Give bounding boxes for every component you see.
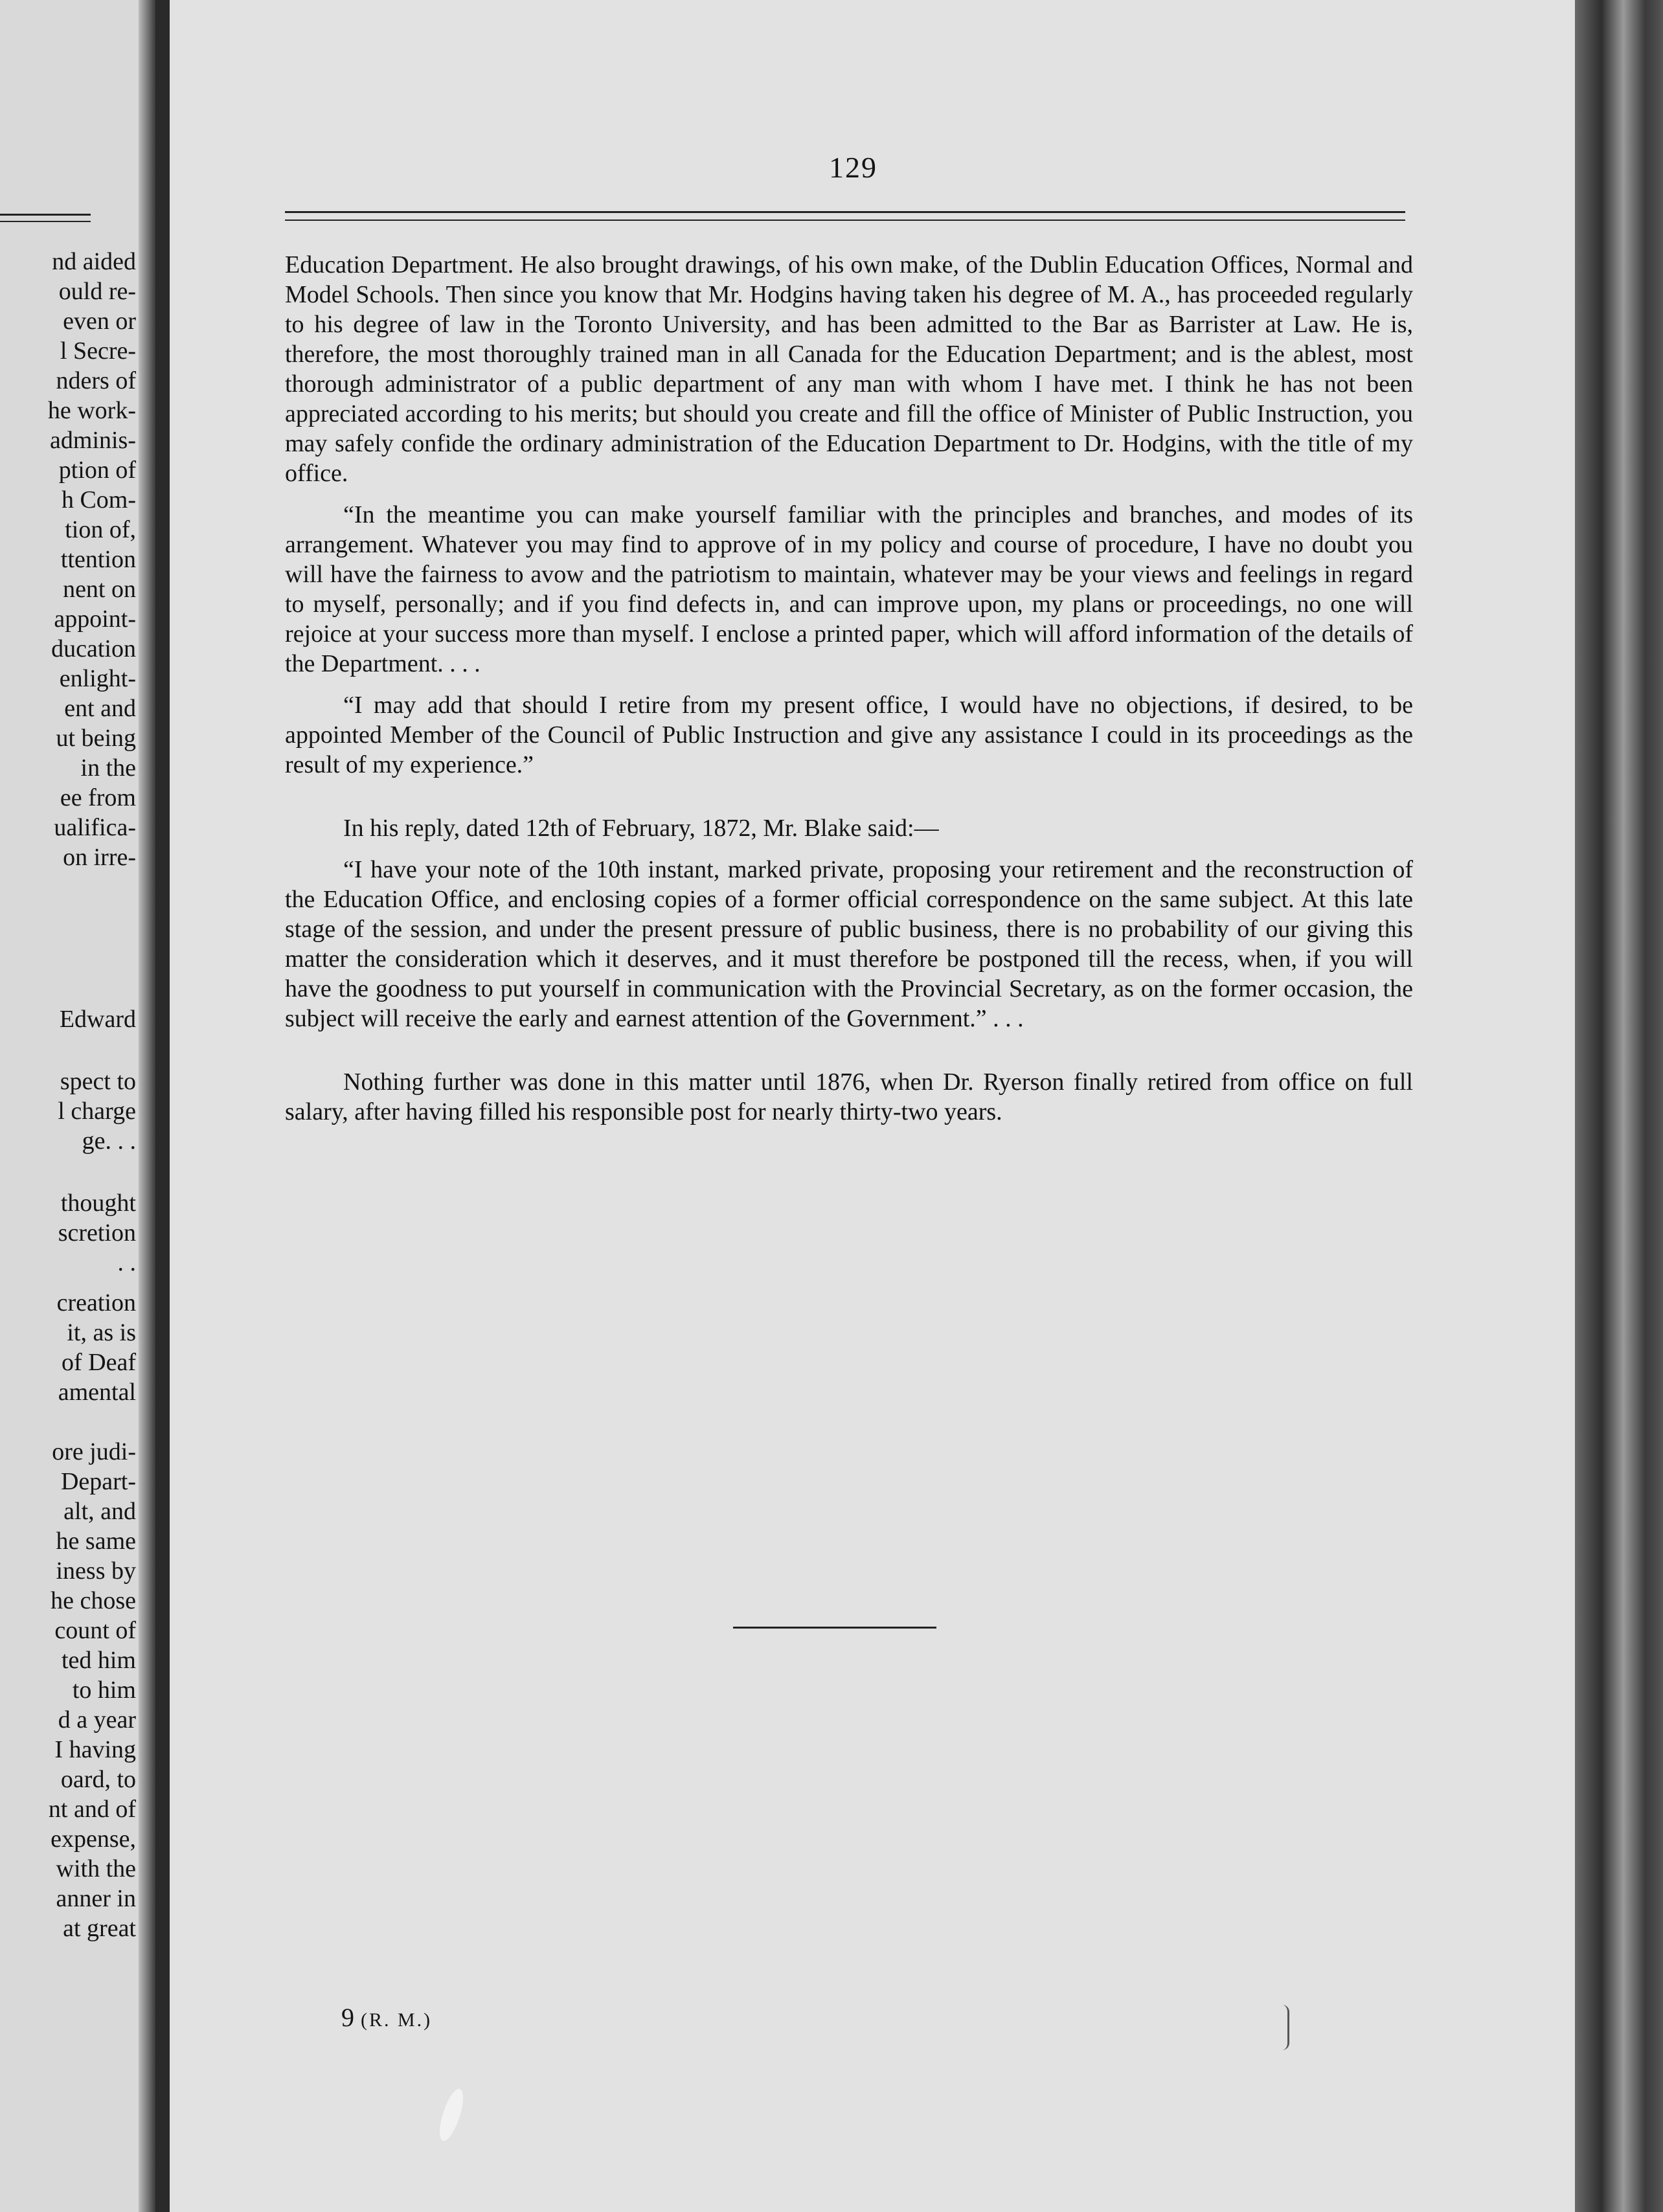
paragraph-reply-intro: In his reply, dated 12th of February, 1872, Mr. Blake said:— <box>343 815 939 842</box>
facing-page-line: with the <box>56 1855 136 1882</box>
body-text <box>285 250 1413 1138</box>
signature-number: 9 <box>341 2003 354 2032</box>
facing-page-line: ted him <box>61 1647 136 1674</box>
facing-page-line: tion of, <box>65 516 136 543</box>
facing-page-line: Edward <box>59 1006 136 1033</box>
facing-page-line: ption of <box>58 457 136 484</box>
facing-page-line: iness by <box>56 1557 136 1585</box>
facing-page-line: in the <box>80 754 136 782</box>
page-number: 129 <box>829 151 877 184</box>
facing-page-line: l charge <box>58 1098 136 1125</box>
facing-page-line: ould re- <box>58 278 136 305</box>
facing-page-line: I having <box>54 1736 136 1763</box>
paragraph-blake-reply: “I have your note of the 10th instant, marked private, proposing your retirement and the reconstruction of the Education Office, and enclosing copies of a former official correspondence on the same subject. At this late stage of the session, and under the present pressure of public business, there is no probability of our giving this matter the consideration which it deserves, and it must therefore be postponed till the recess, when, if you will have the goodness to put yourself in communication with the Provincial Secretary, as on the former occasion, the subject will receive the early and earnest attention of the Government.” . . . <box>285 856 1413 1032</box>
facing-page-line: . . <box>117 1249 136 1276</box>
facing-page-line: alt, and <box>63 1498 136 1525</box>
facing-page-line: l Secre- <box>60 337 136 365</box>
facing-page-line: nt and of <box>48 1796 136 1823</box>
facing-page-line: ttention <box>60 546 136 573</box>
facing-page-line: on irre- <box>63 844 136 871</box>
facing-page-line: thought <box>60 1190 136 1217</box>
facing-page-line: ent and <box>64 695 136 722</box>
facing-page-line: he same <box>56 1528 136 1555</box>
facing-page-line: spect to <box>60 1068 136 1095</box>
facing-page-line: at great <box>63 1915 136 1942</box>
facing-page-line: count of <box>54 1617 136 1644</box>
facing-page-line: d a year <box>58 1706 136 1733</box>
paragraph-quote-retire: “I may add that should I retire from my present office, I would have no objections, if desired, to be appointed Member of the Council of Public Instruction and give any assistance I could in its proceedings as the result of my experience.” <box>285 692 1413 778</box>
closing-rule <box>733 1627 936 1629</box>
facing-page-line: to him <box>72 1676 136 1704</box>
facing-page-line: he chose <box>51 1587 136 1614</box>
facing-page-line: appoint- <box>54 605 136 633</box>
facing-page-line: even or <box>63 308 136 335</box>
signature-mark <box>341 2002 432 2033</box>
facing-page-line: ge. . . <box>82 1127 136 1155</box>
page-edge-shadow <box>1575 0 1663 2212</box>
scan-spot <box>1282 2005 1289 2050</box>
facing-page-line: expense, <box>51 1825 136 1853</box>
facing-page-line: Depart- <box>60 1468 136 1495</box>
facing-page-line: nent on <box>63 576 136 603</box>
facing-page-line: ore judi- <box>52 1438 136 1465</box>
facing-page-line: he work- <box>47 397 136 424</box>
facing-page-line: anner in <box>56 1885 136 1912</box>
facing-page-line: it, as is <box>67 1319 136 1346</box>
paragraph-quote-meantime: “In the meantime you can make yourself familiar with the principles and branches, and modes of its arrangement. Whatever you may find to approve of in my policy and course of procedure, I have no doubt you will have the fairness to avow and the patriotism to maintain, whatever may be your views and feelings in regard to myself, personally; and if you find defects in, and can improve upon, my plans or proceedings, no one will rejoice at your success more than myself. I enclose a printed paper, which will afford information of the details of the Department. . . . <box>285 501 1413 677</box>
facing-page-edge <box>0 0 155 2212</box>
facing-page-line: ducation <box>51 635 136 662</box>
facing-page-line: nd aided <box>52 248 136 275</box>
facing-page-line: enlight- <box>59 665 136 692</box>
facing-page-line: adminis- <box>50 427 136 454</box>
facing-page-line: scretion <box>58 1219 136 1247</box>
facing-page-line: amental <box>58 1379 136 1406</box>
paragraph-continuation: Education Department. He also brought drawings, of his own make, of the Dublin Education Offices, Normal and Model Schools. Then since you know that Mr. Hodgins having taken his degree of M. A., has proceeded regularly to his degree of law in the Toronto University, and has been admitted to the Bar as Barrister at Law. He is, therefore, the most thoroughly trained man in all Canada for the Education Department; and is the ablest, most thorough administrator of a public department of any man with whom I have met. I think he has not been appreciated according to his merits; but should you create and fill the office of Minister of Public Instruction, you may safely confide the ordinary administration of the Education Department to Dr. Hodgins, with the title of my office. <box>285 251 1413 487</box>
facing-page-line: of Deaf <box>62 1349 136 1376</box>
facing-page-line: ualifica- <box>54 814 136 841</box>
gutter-shadow <box>139 0 155 2212</box>
facing-page-line: ee from <box>60 784 136 811</box>
paragraph-conclusion: Nothing further was done in this matter until 1876, when Dr. Ryerson finally retired from office on full salary, after having filled his responsible post for nearly thirty-two years. <box>285 1068 1413 1125</box>
facing-page-line: nders of <box>56 367 136 394</box>
facing-page-line: h Com- <box>61 486 136 514</box>
signature-note: (R. M.) <box>361 2009 433 2031</box>
facing-page-line: oard, to <box>60 1766 136 1793</box>
header-rule <box>285 211 1405 221</box>
facing-page-line: creation <box>56 1289 136 1316</box>
facing-page-rule <box>0 214 91 222</box>
facing-page-line: ut being <box>56 725 136 752</box>
